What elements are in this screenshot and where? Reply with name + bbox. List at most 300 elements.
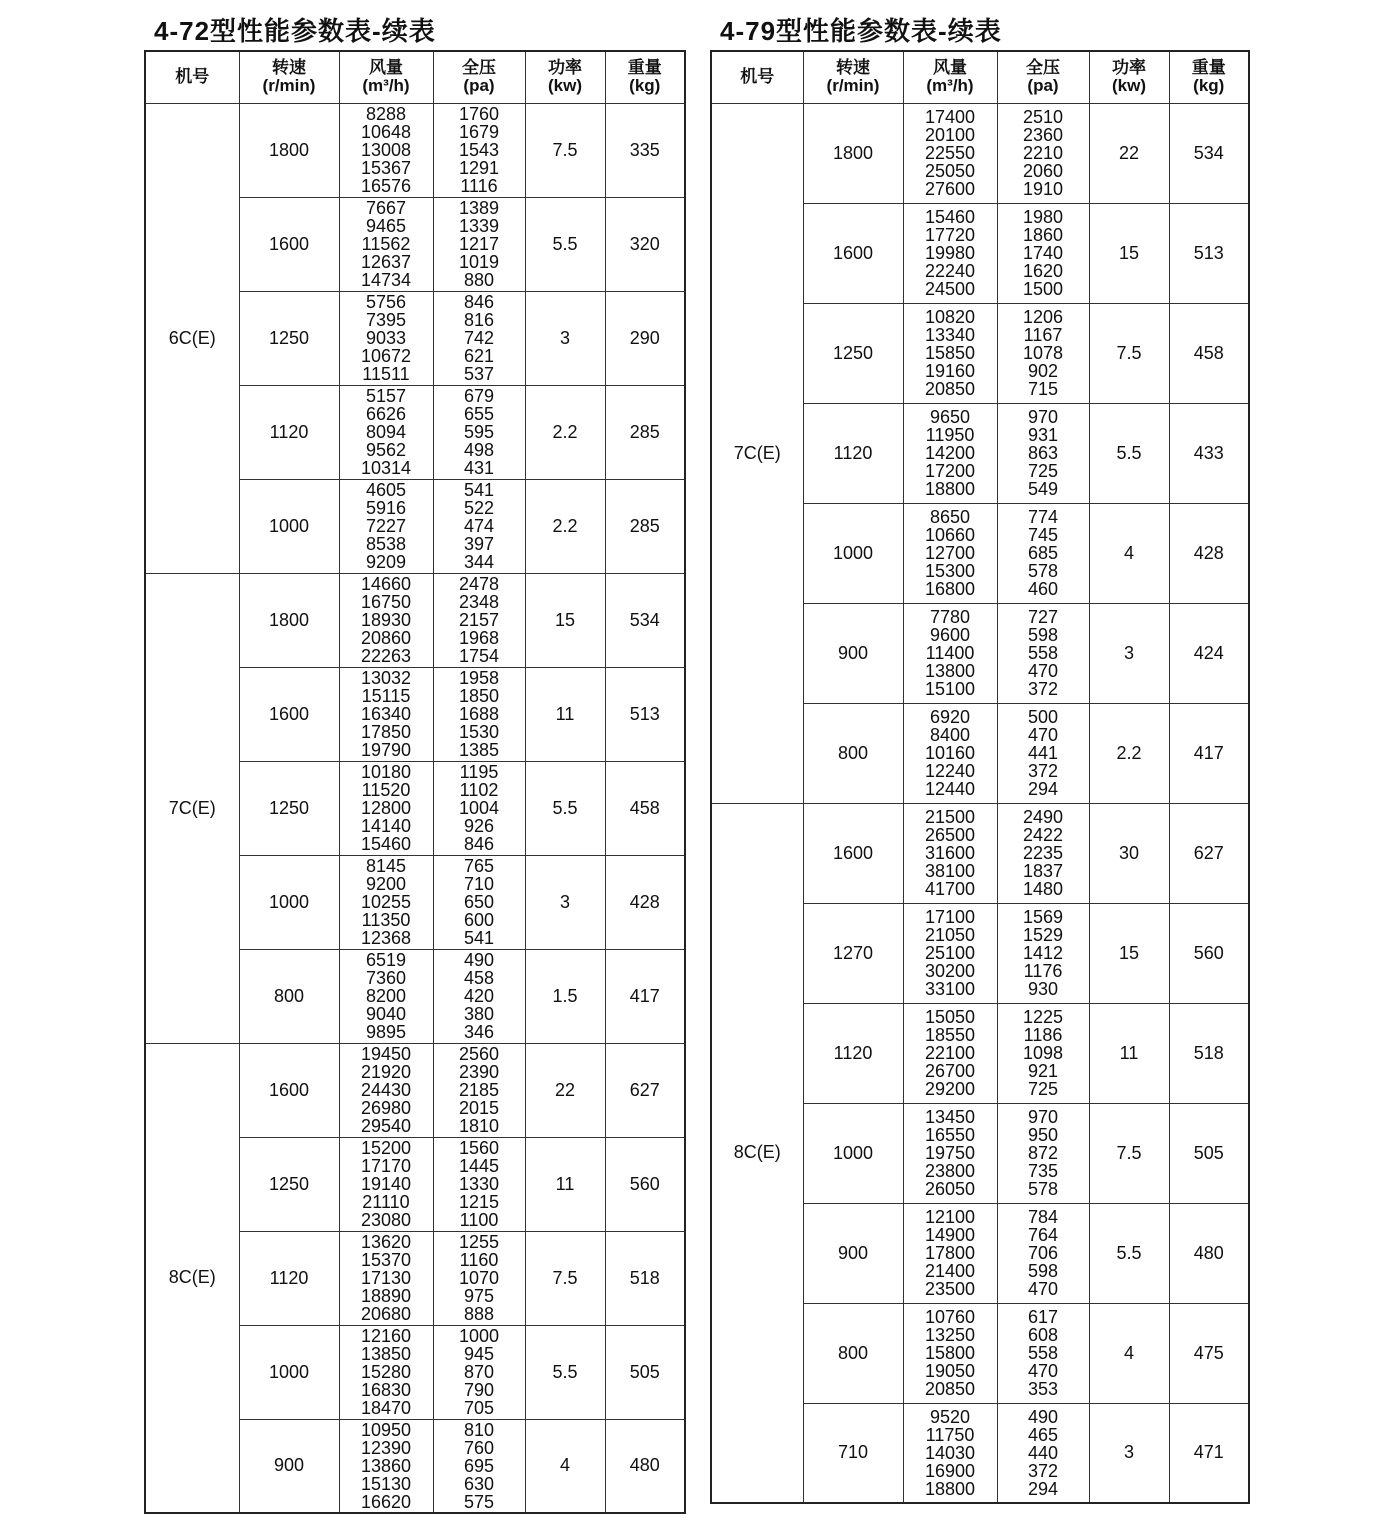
airflow-cell: [903, 1003, 997, 1103]
power-cell: 15: [1089, 903, 1169, 1003]
pressure-value: 2360: [1022, 125, 1064, 145]
speed-cell: 1800: [803, 103, 903, 203]
airflow-value: 10255: [360, 892, 412, 912]
pressure-header: [997, 51, 1089, 103]
pressure-value: 500: [1027, 707, 1059, 727]
pressure-value: 490: [463, 950, 495, 970]
airflow-value: 20860: [360, 628, 412, 648]
pressure-value: 372: [1027, 1460, 1059, 1481]
pressure-value: 1679: [458, 122, 500, 142]
airflow-value: 12240: [924, 761, 976, 781]
pressure-value: 2235: [1022, 843, 1064, 863]
airflow-value: 15130: [360, 1473, 412, 1494]
airflow-value: 22550: [924, 143, 976, 163]
speed-cell: 800: [803, 703, 903, 803]
airflow-value: 12440: [924, 779, 976, 799]
header-label-line: 风量: [933, 58, 967, 78]
weight-cell: 505: [1169, 1103, 1249, 1203]
pressure-value: 537: [463, 364, 495, 384]
header-row: [145, 51, 685, 103]
header-label-line: 转速: [272, 58, 306, 78]
speed-cell: 1120: [803, 403, 903, 503]
pressure-cell: [433, 667, 525, 761]
airflow-value: 19790: [360, 740, 412, 760]
power-cell: 11: [525, 1137, 605, 1231]
airflow-header: [903, 51, 997, 103]
pressure-value: 1255: [458, 1232, 500, 1252]
airflow-value: 29540: [360, 1116, 412, 1136]
header-label-line: (pa): [1027, 76, 1059, 96]
airflow-cell: [339, 197, 433, 291]
airflow-value: 21400: [924, 1261, 976, 1281]
weight-cell: 518: [605, 1231, 685, 1325]
pressure-value: 725: [1027, 1079, 1059, 1099]
pressure-value: 2510: [1022, 107, 1064, 127]
airflow-cell: [903, 1403, 997, 1503]
pressure-value: 1070: [458, 1268, 500, 1288]
pressure-cell: [997, 403, 1089, 503]
pressure-value: 1206: [1022, 307, 1064, 327]
power-cell: 3: [525, 855, 605, 949]
pressure-value: 522: [463, 498, 495, 518]
weight-cell: 417: [605, 949, 685, 1043]
speed-cell: 1800: [239, 103, 339, 197]
airflow-value: 33100: [924, 979, 976, 999]
speed-cell: 800: [803, 1303, 903, 1403]
pressure-value: 294: [1027, 779, 1059, 799]
airflow-value: 8288: [365, 104, 407, 124]
weight-cell: 534: [1169, 103, 1249, 203]
power-cell: 7.5: [1089, 303, 1169, 403]
pressure-cell: [433, 1419, 525, 1513]
pressure-cell: [997, 203, 1089, 303]
airflow-value: 11562: [361, 234, 411, 254]
airflow-value: 26980: [360, 1098, 412, 1118]
pressure-value: 1195: [459, 762, 499, 782]
airflow-value: 17170: [360, 1156, 412, 1176]
pressure-value: 346: [463, 1022, 495, 1042]
speed-cell: 1120: [239, 1231, 339, 1325]
pressure-value: 558: [1027, 643, 1059, 663]
header-label-line: (kg): [629, 76, 661, 96]
pressure-value: 1560: [458, 1138, 500, 1158]
airflow-value: 9209: [365, 552, 407, 572]
pressure-value: 490: [1027, 1406, 1059, 1427]
pressure-value: 630: [463, 1473, 495, 1494]
pressure-cell: [433, 291, 525, 385]
pressure-value: 1389: [458, 198, 500, 218]
pressure-value: 578: [1027, 561, 1059, 581]
airflow-cell: [339, 667, 433, 761]
airflow-value: 15200: [360, 1138, 412, 1158]
speed-cell: 1000: [803, 1103, 903, 1203]
airflow-value: 17100: [924, 907, 976, 927]
airflow-value: 8650: [929, 507, 971, 527]
airflow-value: 21110: [362, 1192, 410, 1212]
airflow-value: 13008: [360, 140, 412, 160]
pressure-cell: [433, 1137, 525, 1231]
airflow-value: 11511: [362, 364, 410, 384]
speed-cell: 1250: [239, 291, 339, 385]
airflow-value: 10950: [360, 1419, 412, 1440]
speed-cell: 1250: [239, 1137, 339, 1231]
airflow-value: 27600: [924, 179, 976, 199]
pressure-value: 765: [463, 856, 495, 876]
pressure-value: 902: [1027, 361, 1059, 381]
airflow-cell: [903, 403, 997, 503]
airflow-value: 25050: [924, 161, 976, 181]
weight-cell: 290: [605, 291, 685, 385]
speed-cell: 900: [239, 1419, 339, 1513]
header-label-line: 重量: [1191, 58, 1226, 78]
weight-cell: 513: [605, 667, 685, 761]
pressure-value: 1445: [458, 1156, 500, 1176]
pressure-value: 595: [463, 422, 495, 442]
airflow-value: 12637: [360, 252, 412, 272]
airflow-value: 21050: [924, 925, 976, 945]
airflow-value: 21500: [924, 807, 976, 827]
pressure-value: 1740: [1022, 243, 1064, 263]
power-cell: 7.5: [1089, 1103, 1169, 1203]
pressure-value: 1850: [458, 686, 500, 706]
pressure-value: 745: [1027, 525, 1059, 545]
weight-cell: 428: [605, 855, 685, 949]
header-label-line: 风量: [369, 58, 403, 78]
airflow-header: [339, 51, 433, 103]
airflow-cell: [903, 903, 997, 1003]
airflow-value: 15280: [360, 1362, 412, 1382]
pressure-value: 1078: [1022, 343, 1064, 363]
pressure-value: 1186: [1023, 1025, 1063, 1045]
airflow-cell: [339, 385, 433, 479]
airflow-value: 15370: [360, 1250, 412, 1270]
pressure-value: 474: [463, 516, 495, 536]
pressure-value: 1910: [1022, 179, 1064, 199]
pressure-value: 558: [1027, 1343, 1059, 1363]
weight-cell: 285: [605, 479, 685, 573]
airflow-value: 12160: [360, 1326, 412, 1346]
weight-cell: 475: [1169, 1303, 1249, 1403]
airflow-value: 11400: [925, 643, 975, 663]
pressure-value: 1160: [459, 1250, 499, 1270]
pressure-value: 1215: [458, 1192, 500, 1212]
pressure-value: 764: [1027, 1225, 1059, 1245]
pressure-value: 705: [463, 1398, 495, 1418]
pressure-cell: [997, 903, 1089, 1003]
pressure-cell: [997, 1203, 1089, 1303]
airflow-value: 7667: [365, 198, 407, 218]
table-row: [711, 803, 1249, 903]
airflow-value: 11750: [925, 1424, 975, 1445]
airflow-value: 14200: [924, 443, 976, 463]
header-label-line: (m³/h): [362, 76, 410, 96]
airflow-cell: [339, 1419, 433, 1513]
pressure-cell: [433, 103, 525, 197]
airflow-cell: [903, 1303, 997, 1403]
pressure-cell: [433, 1231, 525, 1325]
pressure-value: 1480: [1022, 879, 1064, 899]
pressure-value: 1225: [1022, 1007, 1064, 1027]
airflow-value: 5916: [365, 498, 407, 518]
pressure-cell: [433, 479, 525, 573]
airflow-value: 24430: [360, 1080, 412, 1100]
airflow-value: 24500: [924, 279, 976, 299]
pressure-value: 2185: [458, 1080, 500, 1100]
airflow-cell: [339, 1325, 433, 1419]
pressure-value: 1291: [458, 158, 500, 178]
airflow-cell: [339, 1137, 433, 1231]
airflow-value: 7360: [365, 968, 407, 988]
airflow-value: 10160: [924, 743, 976, 763]
pressure-value: 1569: [1022, 907, 1064, 927]
power-cell: 30: [1089, 803, 1169, 903]
pressure-header: [433, 51, 525, 103]
airflow-cell: [339, 855, 433, 949]
airflow-value: 31600: [924, 843, 976, 863]
airflow-value: 15115: [361, 686, 411, 706]
speed-cell: 1600: [803, 803, 903, 903]
airflow-value: 11520: [361, 780, 411, 800]
pressure-value: 440: [1027, 1442, 1059, 1463]
airflow-value: 5756: [365, 292, 407, 312]
pressure-value: 470: [1027, 1361, 1059, 1381]
airflow-value: 7395: [365, 310, 407, 330]
pressure-value: 950: [1027, 1125, 1059, 1145]
pressure-cell: [997, 1303, 1089, 1403]
power-cell: 7.5: [525, 1231, 605, 1325]
airflow-value: 30200: [924, 961, 976, 981]
pressure-value: 655: [463, 404, 495, 424]
speed-cell: 710: [803, 1403, 903, 1503]
pressure-value: 2390: [458, 1062, 500, 1082]
table-panel-4-72: [144, 14, 686, 1514]
pressure-value: 727: [1027, 607, 1059, 627]
airflow-value: 15100: [924, 679, 976, 699]
airflow-value: 10672: [360, 346, 412, 366]
header-label-line: 功率: [548, 58, 582, 78]
table-title: 4-79型性能参数表-续表: [720, 16, 1002, 46]
airflow-value: 20850: [924, 379, 976, 399]
power-cell: 5.5: [525, 761, 605, 855]
airflow-value: 12700: [924, 543, 976, 563]
airflow-value: 11950: [925, 425, 975, 445]
airflow-value: 13032: [360, 668, 412, 688]
pressure-value: 930: [1027, 979, 1059, 999]
speed-cell: 1120: [239, 385, 339, 479]
airflow-value: 10820: [924, 307, 976, 327]
airflow-value: 19050: [924, 1361, 976, 1381]
pressure-value: 608: [1027, 1325, 1059, 1345]
speed-cell: 900: [803, 603, 903, 703]
airflow-value: 15300: [924, 561, 976, 581]
pressure-value: 294: [1027, 1478, 1059, 1499]
pressure-value: 1339: [458, 216, 500, 236]
speed-header: [239, 51, 339, 103]
airflow-value: 15800: [924, 1343, 976, 1363]
pressure-value: 1004: [458, 798, 500, 818]
airflow-cell: [339, 761, 433, 855]
airflow-value: 13620: [360, 1232, 412, 1252]
airflow-value: 13450: [924, 1107, 976, 1127]
pressure-value: 870: [463, 1362, 495, 1382]
airflow-value: 16576: [360, 176, 412, 196]
model-header: [145, 51, 239, 103]
power-header: [525, 51, 605, 103]
airflow-value: 19140: [360, 1174, 412, 1194]
speed-cell: 1000: [239, 1325, 339, 1419]
weight-cell: 433: [1169, 403, 1249, 503]
airflow-value: 22240: [924, 261, 976, 281]
weight-cell: 534: [605, 573, 685, 667]
airflow-value: 8200: [365, 986, 407, 1006]
pressure-cell: [997, 1403, 1089, 1503]
power-cell: 3: [1089, 603, 1169, 703]
pressure-value: 970: [1027, 1107, 1059, 1127]
pressure-value: 685: [1027, 543, 1059, 563]
airflow-value: 6519: [365, 950, 407, 970]
airflow-value: 16900: [924, 1460, 976, 1481]
airflow-value: 14660: [360, 574, 412, 594]
airflow-value: 7780: [929, 607, 971, 627]
performance-table-4-79: [710, 50, 1250, 1504]
pressure-value: 470: [1027, 1279, 1059, 1299]
pressure-value: 1754: [458, 646, 500, 666]
airflow-value: 21920: [360, 1062, 412, 1082]
weight-cell: 285: [605, 385, 685, 479]
weight-cell: 505: [605, 1325, 685, 1419]
airflow-value: 9650: [929, 407, 971, 427]
speed-cell: 1270: [803, 903, 903, 1003]
airflow-value: 15850: [924, 343, 976, 363]
power-cell: 15: [1089, 203, 1169, 303]
speed-header: [803, 51, 903, 103]
speed-cell: 1600: [239, 667, 339, 761]
airflow-value: 16620: [360, 1491, 412, 1512]
airflow-value: 10660: [924, 525, 976, 545]
power-cell: 1.5: [525, 949, 605, 1043]
airflow-value: 16750: [360, 592, 412, 612]
airflow-value: 9520: [929, 1406, 971, 1427]
pressure-value: 1102: [459, 780, 499, 800]
airflow-value: 18550: [924, 1025, 976, 1045]
weight-cell: 480: [1169, 1203, 1249, 1303]
power-cell: 5.5: [1089, 1203, 1169, 1303]
pressure-cell: [433, 1325, 525, 1419]
airflow-cell: [339, 291, 433, 385]
weight-header: [605, 51, 685, 103]
airflow-cell: [339, 103, 433, 197]
pressure-value: 706: [1027, 1243, 1059, 1263]
pressure-value: 2478: [458, 574, 500, 594]
airflow-value: 26700: [924, 1061, 976, 1081]
pressure-value: 2060: [1022, 161, 1064, 181]
header-label-line: (r/min): [262, 76, 316, 96]
airflow-value: 9033: [365, 328, 407, 348]
pressure-value: 926: [463, 816, 495, 836]
airflow-value: 20680: [360, 1304, 412, 1324]
weight-header: [1169, 51, 1249, 103]
pressure-value: 931: [1027, 425, 1059, 445]
airflow-value: 14140: [360, 816, 412, 836]
airflow-value: 16800: [924, 579, 976, 599]
power-cell: 7.5: [525, 103, 605, 197]
airflow-value: 6626: [365, 404, 407, 424]
airflow-value: 13340: [924, 325, 976, 345]
speed-cell: 1000: [239, 479, 339, 573]
power-cell: 5.5: [1089, 403, 1169, 503]
power-cell: 2.2: [525, 385, 605, 479]
pressure-value: 945: [463, 1344, 495, 1364]
header-label-line: 全压: [1026, 58, 1060, 78]
speed-cell: 900: [803, 1203, 903, 1303]
pressure-cell: [997, 803, 1089, 903]
pressure-value: 470: [1027, 725, 1059, 745]
pressure-value: 1000: [458, 1326, 500, 1346]
pressure-value: 420: [463, 986, 495, 1006]
speed-cell: 1800: [239, 573, 339, 667]
airflow-value: 14900: [924, 1225, 976, 1245]
header-label-line: (m³/h): [926, 76, 974, 96]
header-label-line: 重量: [627, 58, 662, 78]
pressure-value: 498: [463, 440, 495, 460]
pressure-value: 1116: [460, 176, 498, 196]
airflow-value: 15460: [924, 207, 976, 227]
airflow-value: 12368: [360, 928, 412, 948]
pressure-cell: [997, 503, 1089, 603]
pressure-value: 617: [1027, 1307, 1059, 1327]
airflow-cell: [903, 203, 997, 303]
header-label-line: (kw): [548, 76, 582, 96]
table-row: [145, 573, 685, 667]
pressure-value: 975: [463, 1286, 495, 1306]
airflow-value: 17130: [360, 1268, 412, 1288]
airflow-value: 11350: [361, 910, 411, 930]
pressure-value: 372: [1027, 761, 1059, 781]
airflow-cell: [339, 1043, 433, 1137]
pressure-value: 846: [463, 292, 495, 312]
airflow-value: 12100: [924, 1207, 976, 1227]
power-cell: 3: [1089, 1403, 1169, 1503]
pressure-value: 465: [1027, 1424, 1059, 1445]
airflow-cell: [903, 803, 997, 903]
pressure-cell: [433, 1043, 525, 1137]
pressure-value: 880: [463, 270, 495, 290]
airflow-value: 17200: [924, 461, 976, 481]
airflow-value: 22263: [360, 646, 412, 666]
pressure-cell: [433, 949, 525, 1043]
power-cell: 11: [525, 667, 605, 761]
airflow-cell: [903, 603, 997, 703]
pressure-value: 2422: [1022, 825, 1064, 845]
pressure-value: 2560: [458, 1044, 500, 1064]
header-label-line: 机号: [740, 67, 775, 87]
airflow-value: 13250: [924, 1325, 976, 1345]
airflow-value: 14734: [360, 270, 412, 290]
weight-cell: 560: [1169, 903, 1249, 1003]
pressure-value: 397: [463, 534, 495, 554]
pressure-value: 1958: [458, 668, 500, 688]
pressure-value: 541: [463, 480, 495, 500]
pressure-value: 1500: [1022, 279, 1064, 299]
pressure-value: 888: [463, 1304, 495, 1324]
airflow-value: 19160: [924, 361, 976, 381]
pressure-value: 1330: [458, 1174, 500, 1194]
pressure-value: 2015: [458, 1098, 500, 1118]
airflow-cell: [903, 1203, 997, 1303]
airflow-value: 17800: [924, 1243, 976, 1263]
airflow-value: 9562: [365, 440, 407, 460]
weight-cell: 627: [1169, 803, 1249, 903]
